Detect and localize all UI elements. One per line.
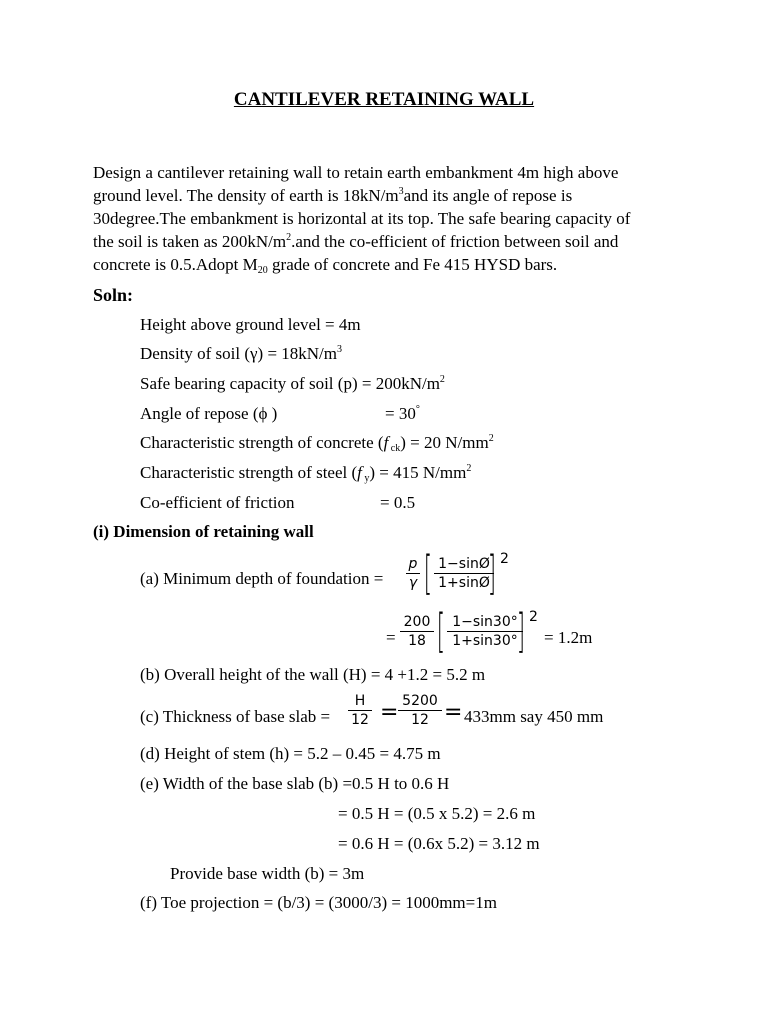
given-fck: Characteristic strength of concrete (f $_{ck}$) = 20 $N/mm^2$ <box>140 433 494 454</box>
step-a2-fraction-200-18: 200 18 <box>400 615 434 648</box>
step-c-fraction-h-12: H 12 <box>348 694 372 727</box>
step-c-result: 433mm say 450 mm <box>464 707 604 726</box>
page-title: CANTILEVER RETAINING WALL <box>233 89 535 110</box>
problem-line-5: concrete is 0.5.Adopt $M_{20}$ grade of concrete and Fe 415 HYSD bars. <box>93 255 558 276</box>
section-heading-dimension: (i) Dimension of retaining wall <box>93 522 314 541</box>
step-a2-power: 2 <box>529 609 538 625</box>
given-angle-label: Angle of repose (ϕ ) <box>140 404 278 423</box>
step-c-equals-1: = <box>380 700 399 725</box>
given-fy: Characteristic strength of steel (f $_y$) = 415 $N/mm^2$ <box>140 463 472 484</box>
step-a-power: 2 <box>500 551 509 567</box>
given-bearing-capacity: Safe bearing capacity of soil $(p) = 200kN/m^2$ <box>140 374 445 393</box>
step-a-fraction-sin: 1−sinØ 1+sinØ <box>434 557 494 590</box>
step-a2-right-bracket: ] <box>516 604 526 658</box>
given-friction-value: = 0.5 <box>380 493 416 512</box>
step-a-left-bracket: [ <box>423 546 433 600</box>
problem-line-4: the soil is taken as $200kN/m^2.and$ the co-efficient of friction between soil and <box>93 232 619 251</box>
given-height: Height above ground level = 4m <box>140 315 361 334</box>
given-density: Density of soil $(\gamma) = 18kN/m^3$ <box>140 344 343 363</box>
step-e-calc-2: = 0.6 H = (0.6x 5.2) = 3.12 m <box>338 834 540 853</box>
step-a-right-bracket: ] <box>487 546 497 600</box>
step-b-overall-height: (b) Overall height of the wall (H) = 4 +1.2 = 5.2 m <box>140 665 486 684</box>
problem-line-2: ground level. The density of earth is $18kN/m^3and$ its angle of repose is <box>93 186 573 205</box>
step-a2-fraction-sin30: 1−sin30° 1+sin30° <box>447 615 523 648</box>
given-angle-value: = 30° <box>385 404 420 423</box>
step-a-fraction-p-gamma: p γ <box>406 557 420 590</box>
step-f-toe-projection: (f) Toe projection = (b/3) = (3000/3) = 1000mm=1m <box>140 893 497 912</box>
problem-line-3: 30degree.The embankment is horizontal at its top. The safe bearing capacity of <box>93 209 631 228</box>
step-e-base-width: (e) Width of the base slab (b) =0.5 H to 0.6 H <box>140 774 450 793</box>
given-friction-label: Co-efficient of friction <box>140 493 295 512</box>
step-a2-left-bracket: [ <box>436 604 446 658</box>
step-c-equals-2: = <box>444 700 463 725</box>
step-a2-result: = 1.2m <box>544 628 593 647</box>
step-d-stem-height: (d) Height of stem (h) = 5.2 – 0.45 = 4.75 m <box>140 744 441 763</box>
step-a-label: (a) Minimum depth of foundation = <box>140 569 384 588</box>
solution-heading: Soln: <box>93 285 134 305</box>
step-e-calc-1: = 0.5 H = (0.5 x 5.2) = 2.6 m <box>338 804 536 823</box>
step-a2-equals: = <box>386 628 396 647</box>
provide-base-width: Provide base width (b) = 3m <box>170 864 365 883</box>
problem-line-1: Design a cantilever retaining wall to retain earth embankment 4m high above <box>93 163 619 182</box>
step-c-fraction-5200-12: 5200 12 <box>398 694 442 727</box>
step-c-label: (c) Thickness of base slab = <box>140 707 331 726</box>
